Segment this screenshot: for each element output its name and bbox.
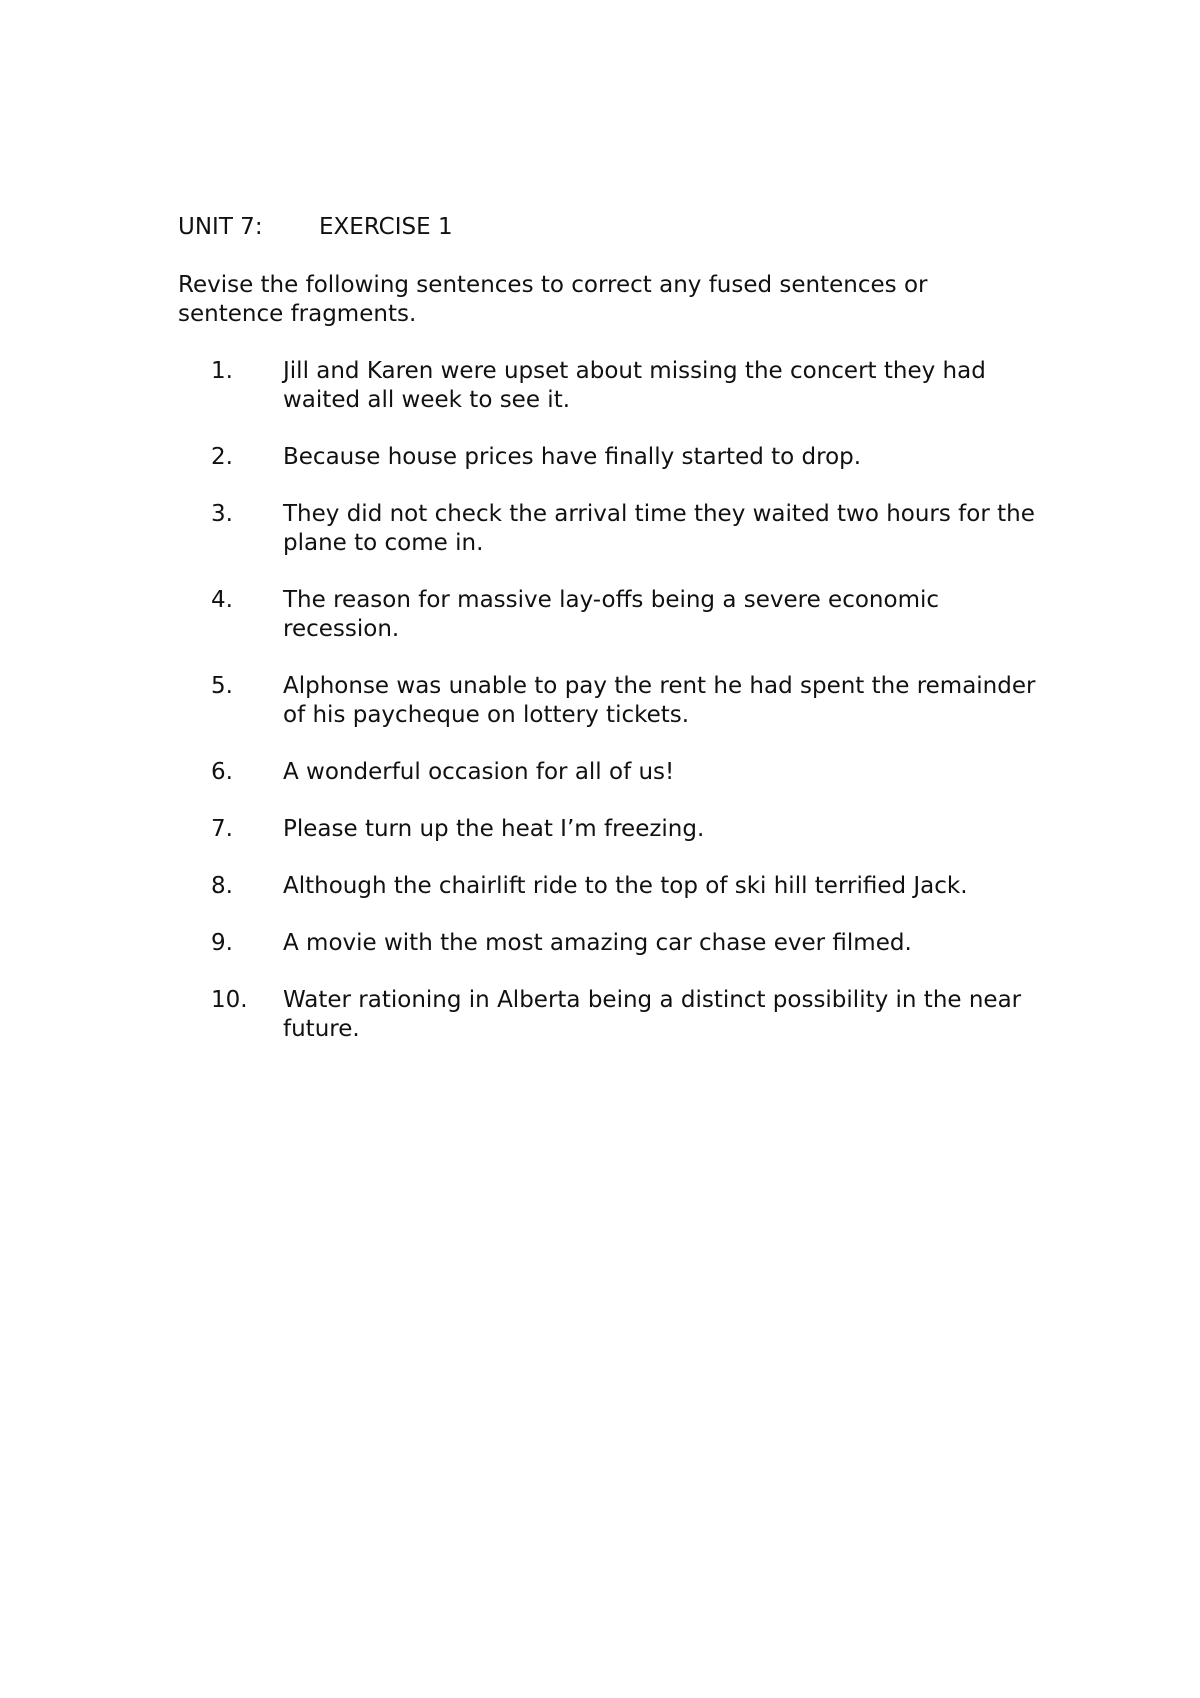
item-text: Jill and Karen were upset about missing the concert they had waited all week to see it. (283, 358, 986, 413)
item-number: 5. (211, 673, 233, 699)
exercise-item (178, 872, 1038, 901)
exercise-item (178, 586, 1038, 644)
item-number: 6. (211, 759, 233, 785)
exercise-label: EXERCISE 1 (319, 214, 453, 240)
item-text: Because house prices have finally started to drop. (283, 444, 862, 470)
exercise-item (178, 815, 1038, 844)
item-number: 4. (211, 587, 233, 613)
exercise-list (178, 357, 1038, 1044)
exercise-item (178, 672, 1038, 730)
exercise-item (178, 357, 1038, 415)
item-number: 8. (211, 873, 233, 899)
document-content (178, 213, 1038, 1072)
item-text: Please turn up the heat I’m freezing. (283, 816, 705, 842)
item-text: A wonderful occasion for all of us! (283, 759, 675, 785)
exercise-item (178, 929, 1038, 958)
item-text: They did not check the arrival time they waited two hours for the plane to come in. (283, 501, 1035, 556)
item-number: 9. (211, 930, 233, 956)
instructions-text: Revise the following sentences to correct any fused sentences or sentence fragments. (178, 272, 928, 327)
item-text: A movie with the most amazing car chase ever filmed. (283, 930, 912, 956)
unit-label: UNIT 7: (178, 214, 263, 240)
item-number: 2. (211, 444, 233, 470)
item-number: 7. (211, 816, 233, 842)
exercise-item (178, 986, 1038, 1044)
exercise-item (178, 443, 1038, 472)
item-number: 3. (211, 501, 233, 527)
item-text: Water rationing in Alberta being a distinct possibility in the near future. (283, 987, 1022, 1042)
exercise-item (178, 500, 1038, 558)
item-text: Although the chairlift ride to the top of ski hill terrified Jack. (283, 873, 968, 899)
exercise-heading (178, 213, 1038, 242)
item-number: 10. (211, 987, 248, 1013)
item-text: The reason for massive lay-offs being a severe economic recession. (283, 587, 940, 642)
exercise-item (178, 758, 1038, 787)
item-number: 1. (211, 358, 233, 384)
item-text: Alphonse was unable to pay the rent he had spent the remainder of his paycheque on lottery tickets. (283, 673, 1036, 728)
